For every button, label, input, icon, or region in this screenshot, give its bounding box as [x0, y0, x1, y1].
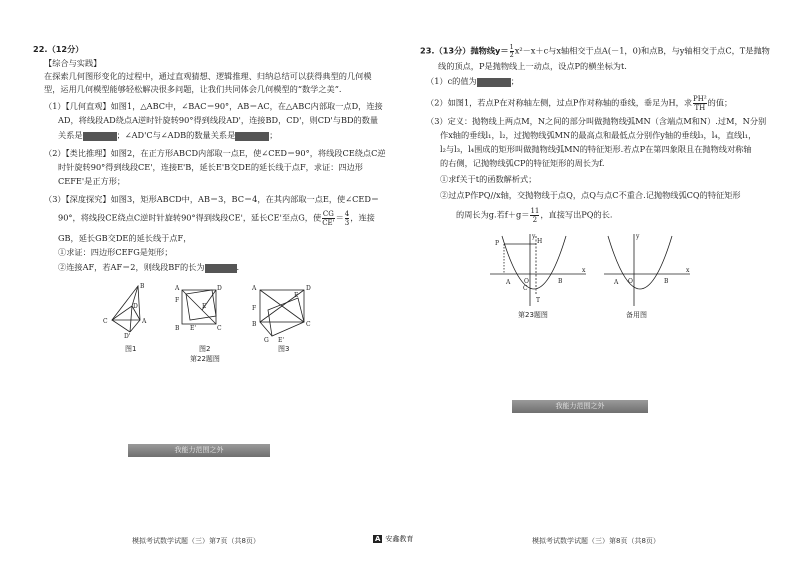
q22-part2-line2: 时针旋转90°得到线段CE'，连接E'B，延长E'B交DE的延长线于点F，求证：四边形: [58, 162, 363, 172]
figure-q23-parabola: [488, 232, 588, 308]
svg-text:D: D: [217, 285, 222, 292]
q23-part3-sub2: ②过点P作PQ//x轴，交抛物线于点Q，点Q与点C不重合.记抛物线弧CQ的特征矩形: [440, 190, 741, 200]
q22-part3-text-end: ，连接: [350, 212, 375, 223]
svg-text:B: B: [558, 278, 563, 285]
q22-part1-text-a: 关系是: [58, 130, 83, 140]
svg-text:T: T: [536, 297, 541, 304]
q23-part2-text: （2）如图1，若点P在对称轴左侧，过点P作对称轴的垂线，垂足为H，求: [426, 97, 693, 108]
svg-text:x: x: [686, 267, 690, 274]
fraction-denominator: 3: [344, 219, 350, 227]
left-page-footer: 模拟考试数学试题（三）第7页（共8页）: [132, 537, 260, 545]
q22-part2-line1: （2）【类比推理】如图2，在正方形ABCD内部取一点E，使∠CED＝90°，将线段CE绕点C逆: [44, 148, 386, 158]
caption-q23-figure: 第23题图: [518, 311, 548, 319]
q22-heading: 22.（12分）: [33, 44, 84, 54]
right-page: [400, 0, 800, 566]
right-page-footer: 模拟考试数学试题（三）第8页（共8页）: [532, 537, 660, 545]
logo-mark: A: [375, 535, 381, 543]
equals-sign: ＝: [335, 212, 344, 223]
fraction-cg-ce: [322, 210, 334, 227]
caption-figure-2: 图2: [199, 345, 211, 353]
svg-text:y: y: [532, 233, 536, 240]
svg-text:C: C: [217, 325, 222, 332]
svg-text:D: D: [133, 303, 138, 310]
q22-intro-line1: 在探索几何图形变化的过程中，通过直观猜想、逻辑推理、归纳总结可以获得典型的几何模: [44, 71, 372, 81]
figure-3-rectangle: [248, 280, 318, 344]
fraction-numerator: PH²: [693, 95, 707, 103]
svg-text:B: B: [140, 283, 145, 290]
svg-text:O: O: [628, 278, 633, 285]
fraction-one-half: $\frac{1}{2}$: [509, 43, 514, 59]
svg-text:B: B: [252, 321, 257, 328]
fraction-numerator: 11: [530, 207, 540, 215]
caption-figure-1: 图1: [125, 345, 137, 353]
fraction-4-3: [345, 210, 349, 227]
svg-text:x: x: [582, 267, 586, 274]
svg-text:E': E': [278, 337, 285, 344]
svg-text:E: E: [202, 303, 207, 310]
figure-2-square: [172, 280, 232, 342]
svg-text:A: A: [142, 318, 147, 325]
svg-text:P: P: [495, 240, 500, 247]
q22-part3-line1: （3）【深度探究】如图3，矩形ABCD中，AB＝3，BC＝4，在其内部取一点E，使∠CED＝: [44, 194, 380, 204]
q23-part3-line4: 的右侧，记抛物线弧CP的特征矩形的周长为f.: [440, 158, 605, 168]
q23-part1-text: （1）c的值为: [426, 76, 477, 86]
svg-text:D: D: [306, 285, 311, 292]
q23-part3-sub1: ①求f关于t的函数解析式；: [440, 174, 537, 184]
fraction-denominator: 2: [532, 216, 538, 224]
caption-backup-figure: 备用图: [626, 311, 647, 319]
answer-redaction: [83, 132, 117, 141]
q23-part3-line2: 作x轴的垂线l₁，l₂，过抛物线弧MN的最高点和最低点分别作y轴的垂线l₃，l₄，直线l₁，: [440, 130, 757, 140]
q22-intro-line2: 型，运用几何模型能够轻松解决很多问题，让我们共同体会几何模型的“数学之美”.: [44, 84, 342, 94]
svg-text:A: A: [252, 285, 257, 292]
q23-heading: 23.（13分）抛物线y＝: [420, 45, 509, 56]
svg-text:y: y: [636, 233, 640, 240]
svg-text:A: A: [175, 285, 180, 292]
q23-line1: [420, 44, 770, 59]
svg-text:A: A: [614, 279, 619, 286]
q22-part3-sub2-text: ②连接AF，若AF＝2，则线段BF的长为: [58, 262, 205, 272]
q22-part2-line3: CEFE'是正方形；: [58, 176, 126, 186]
q23-part2: [426, 95, 732, 112]
svg-text:F: F: [175, 297, 180, 304]
svg-text:G: G: [264, 337, 269, 344]
svg-text:F: F: [252, 305, 257, 312]
caption-q22-figures: 第22题图: [190, 355, 220, 363]
svg-text:E: E: [294, 292, 299, 299]
fraction-denominator: CE': [322, 219, 335, 227]
fraction-denominator: TH: [694, 104, 706, 112]
fraction-numerator: 4: [344, 210, 350, 218]
svg-text:C: C: [523, 285, 528, 292]
q22-tag: 【综合与实践】: [44, 58, 102, 68]
q23-text: x²－x＋c与x轴相交于点A(－1，0)和点B，与y轴相交于点C，T是抛物: [514, 45, 770, 56]
q23-part3-line3: l₂与l₃，l₄围成的矩形叫做抛物线弧MN的特征矩形.若点P在第四象限且在抛物线对称轴: [440, 144, 752, 154]
caption-figure-3: 图3: [278, 345, 290, 353]
svg-text:B: B: [664, 278, 669, 285]
redaction-band: 我能力范围之外: [128, 444, 270, 457]
svg-text:C: C: [103, 318, 108, 325]
svg-text:C: C: [306, 321, 311, 328]
figure-1-triangle: [100, 280, 160, 342]
q22-part1-line3: [58, 130, 278, 141]
q22-part3-line2: [58, 210, 375, 227]
q23-part2-end: 的值；: [707, 97, 733, 108]
fraction-ph2-th: [693, 95, 707, 112]
answer-redaction: [477, 78, 511, 87]
q22-part3-sub1: ①求证：四边形CEFG是矩形；: [58, 247, 173, 257]
svg-text:O: O: [524, 278, 529, 285]
answer-redaction: [235, 132, 269, 141]
q23-text-pre: 的周长为g.若f＋g＝: [456, 209, 530, 220]
redaction-band: 我能力范围之外: [512, 400, 648, 413]
q22-part3-line3: GB，延长GB交DE的延长线于点F，: [58, 233, 192, 243]
q22-part3-text: 90°，将线段CE绕点C逆时针旋转90°得到线段CE'，延长CE'至点G，使: [58, 212, 322, 223]
q22-part1-line2: AD，将线段AD绕点A逆时针旋转90°得到线段AD'，连接BD，CD'，则CD'与BD的数量: [58, 115, 379, 125]
q23-line2: 线的顶点，P是抛物线上一动点，设点P的横坐标为t.: [438, 61, 627, 71]
svg-text:B: B: [175, 325, 180, 332]
q22-part1-line1: （1）【几何直观】如图1，△ABC中，∠BAC＝90°，AB＝AC，在△ABC内部取一点D，连接: [44, 101, 383, 111]
svg-text:H: H: [537, 238, 543, 245]
fraction-11-2: [530, 207, 539, 224]
q23-text-end: ，直接写出PQ的长.: [540, 209, 613, 220]
svg-text:A: A: [506, 279, 511, 286]
figure-q23-backup: [602, 232, 692, 308]
svg-text:E': E': [190, 325, 197, 332]
q23-part3-line1: （3）定义：抛物线上两点M，N之间的部分叫做抛物线弧MN（含端点M和N）.过M，N分别: [426, 116, 767, 126]
answer-redaction: [205, 264, 237, 273]
q23-part1: （1）c的值为 ；: [426, 76, 519, 86]
svg-text:D': D': [124, 333, 131, 340]
q22-part3-sub2: ②连接AF，若AF＝2，则线段BF的长为 .: [58, 262, 240, 272]
q23-part3-sub2-cont: [456, 207, 613, 224]
q22-part1-text-b: ；∠AD'C与∠ADB的数量关系是: [116, 130, 236, 140]
logo-text: 安鑫教育: [385, 535, 414, 543]
q22-part1-text-c: ；: [269, 130, 278, 140]
fraction-numerator: CG: [322, 210, 334, 218]
